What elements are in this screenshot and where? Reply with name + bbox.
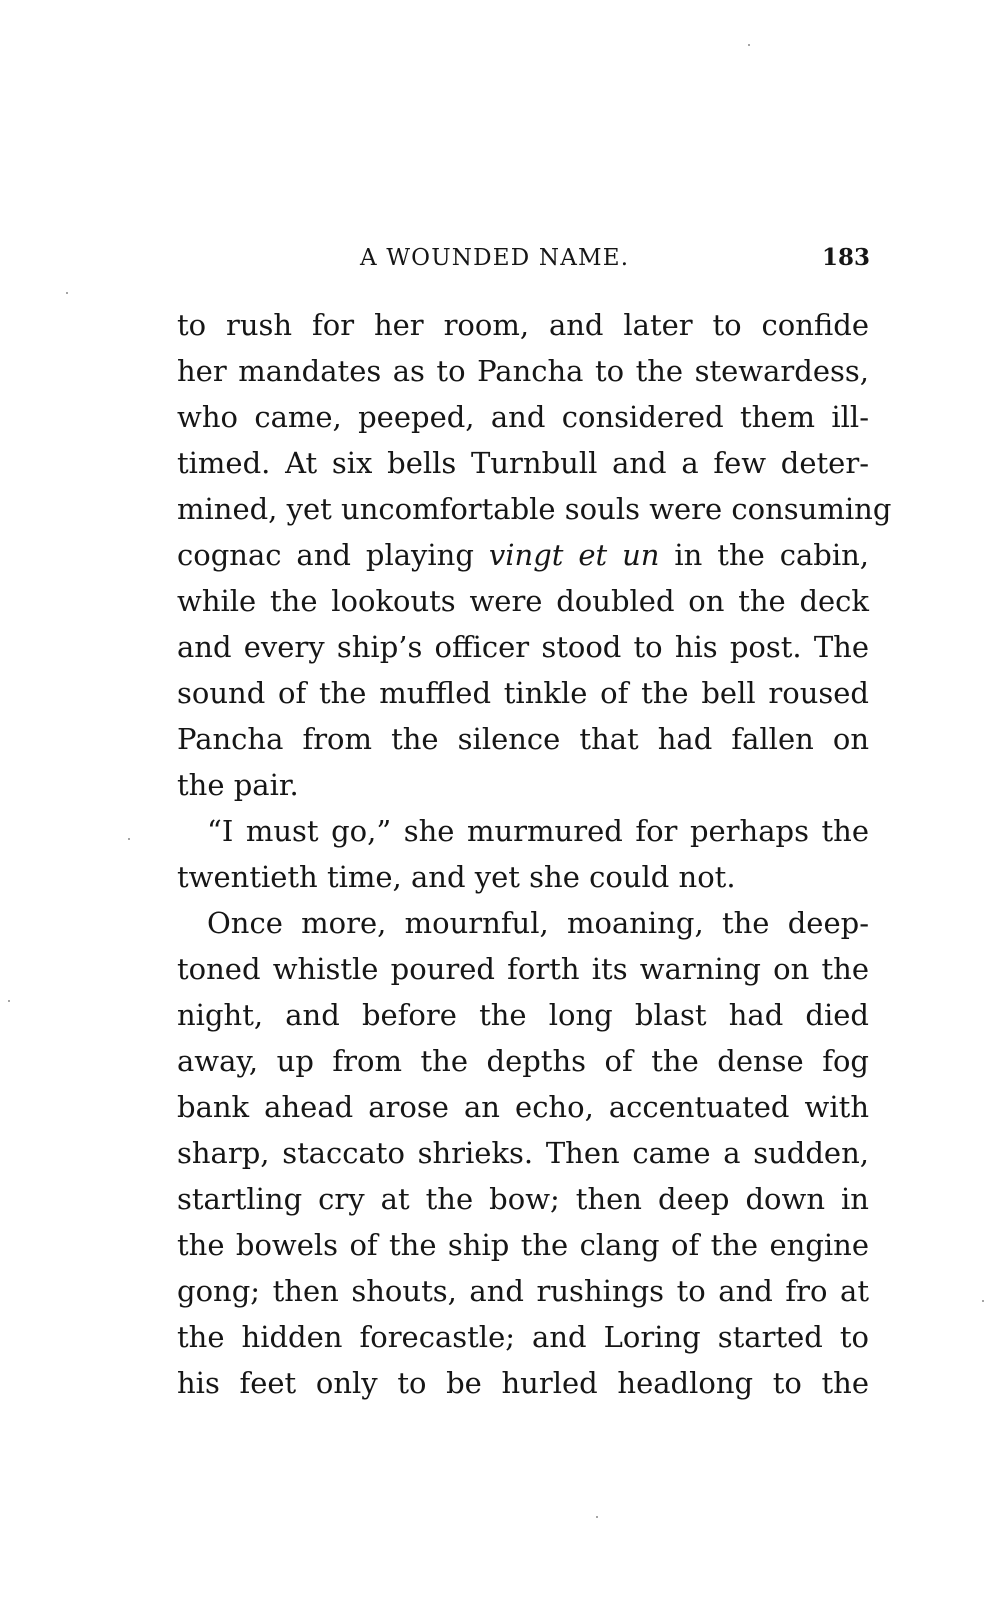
text-line: night, and before the long blast had died [177,998,869,1032]
paper-speck [748,44,750,46]
text-line: mined, yet uncomfortable souls were consuming [177,492,892,526]
text-line: gong; then shouts, and rushings to and fro at [177,1274,869,1308]
text-line: the pair. [177,768,299,802]
text-line: away, up from the depths of the dense fog [177,1044,869,1078]
text-line: to rush for her room, and later to confide [177,308,869,342]
text-line: her mandates as to Pancha to the stewardess, [177,354,869,388]
text-line: timed. At six bells Turnbull and a few deter- [177,446,869,480]
italic-phrase: vingt et un [488,538,660,572]
text-line-with-italic [177,532,869,578]
text-line: who came, peeped, and considered them ill- [177,400,869,434]
running-title: A WOUNDED NAME. [360,245,630,271]
paper-speck [8,1000,10,1002]
text-line: Pancha from the silence that had fallen on [177,722,869,756]
text-line: his feet only to be hurled headlong to the [177,1366,869,1400]
text-line: the hidden forecastle; and Loring started to [177,1320,869,1354]
paper-speck [982,1300,984,1302]
paper-speck [128,838,130,840]
text-line: twentieth time, and yet she could not. [177,860,736,894]
text-line: the bowels of the ship the clang of the engine [177,1228,869,1262]
text-line: startling cry at the bow; then deep down in [177,1182,869,1216]
text-line: “I must go,” she murmured for perhaps the [207,814,869,848]
body-text [177,302,892,1406]
text-line: Once more, mournful, moaning, the deep- [207,906,869,940]
paper-speck [66,292,68,294]
text-line: while the lookouts were doubled on the deck [177,584,869,618]
running-head [360,238,870,278]
text-line: sound of the muffled tinkle of the bell roused [177,676,869,710]
page-number: 183 [821,244,870,271]
text-line: toned whistle poured forth its warning on the [177,952,869,986]
text-line: and every ship’s officer stood to his post. The [177,630,869,664]
text-segment: cognac and playing [177,538,489,572]
text-segment: in the cabin, [659,538,869,572]
paper-speck [596,1516,598,1518]
text-line: sharp, staccato shrieks. Then came a sudden, [177,1136,869,1170]
text-line: bank ahead arose an echo, accentuated with [177,1090,869,1124]
